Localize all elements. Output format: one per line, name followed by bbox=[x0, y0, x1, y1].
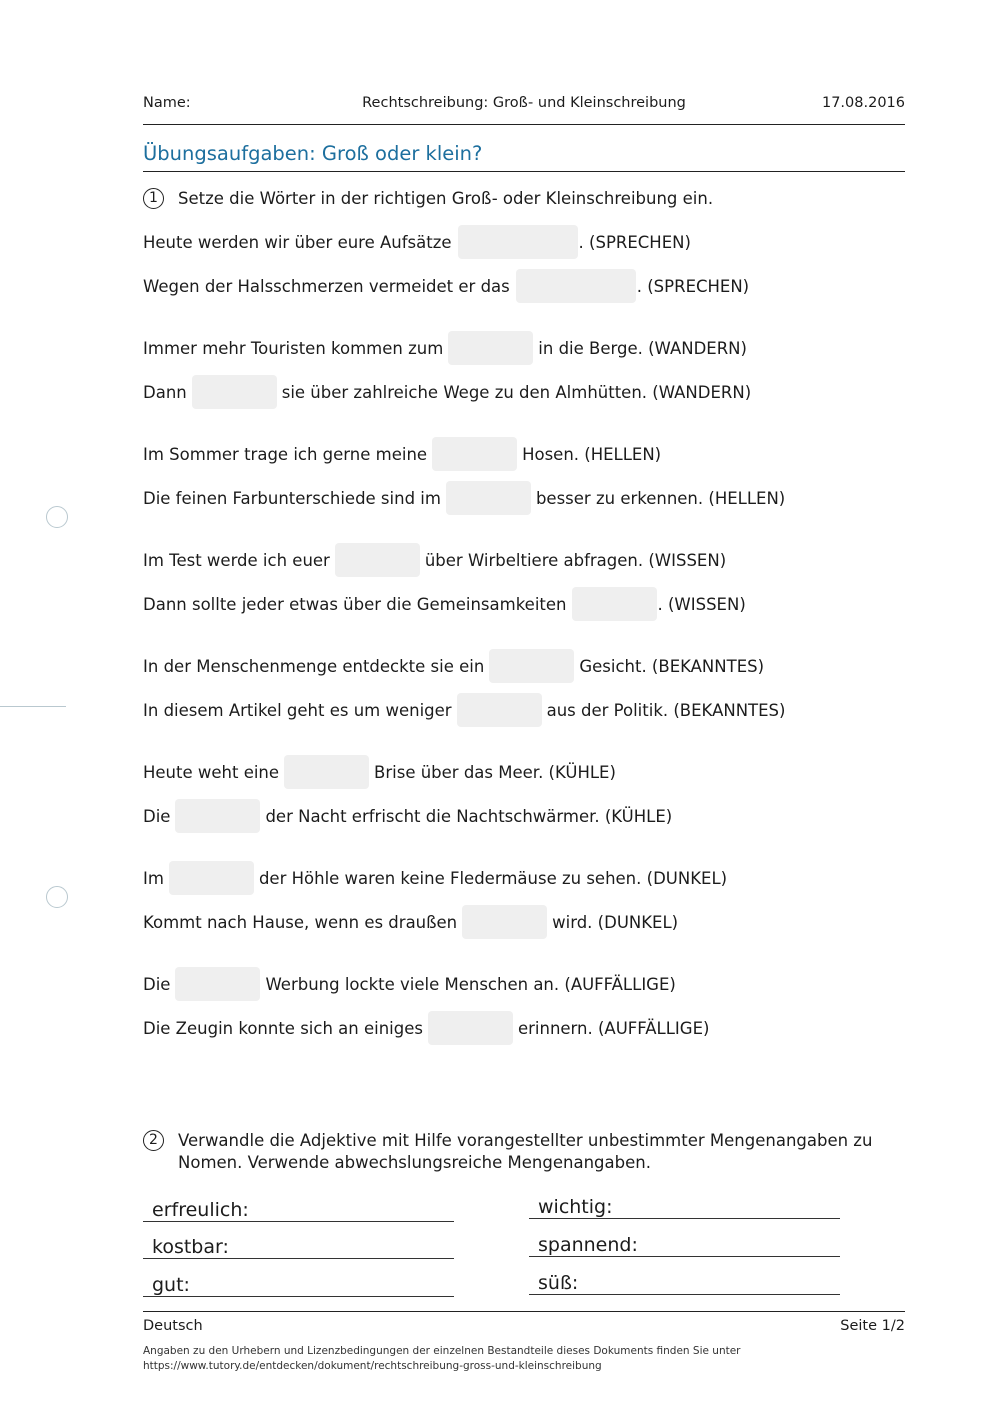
answer-label: erfreulich: bbox=[152, 1199, 249, 1221]
answer-blank[interactable] bbox=[284, 755, 369, 789]
header-date: 17.08.2016 bbox=[821, 95, 905, 111]
answer-blank[interactable] bbox=[457, 693, 542, 727]
exercise-sentence bbox=[143, 799, 672, 833]
sentence-before: Die Zeugin konnte sich an einiges bbox=[143, 1018, 423, 1038]
answer-blank[interactable] bbox=[169, 861, 254, 895]
sentence-before: In diesem Artikel geht es um weniger bbox=[143, 700, 452, 720]
answer-line[interactable] bbox=[529, 1194, 840, 1219]
page-title: Übungsaufgaben: Groß oder klein? bbox=[143, 142, 483, 165]
exercise-sentence bbox=[143, 587, 746, 621]
header-rule bbox=[143, 124, 905, 125]
exercise-sentence bbox=[143, 331, 747, 365]
answer-blank[interactable] bbox=[458, 225, 578, 259]
answer-line[interactable] bbox=[143, 1272, 454, 1297]
exercise-sentence bbox=[143, 481, 785, 515]
credit-text: Angaben zu den Urhebern und Lizenzbedingungen der einzelnen Bestandteile dieses Dokuments finden Sie unter bbox=[143, 1345, 741, 1357]
sentence-before: Die feinen Farbunterschiede sind im bbox=[143, 488, 441, 508]
title-rule bbox=[143, 171, 905, 172]
task-1-instruction: Setze die Wörter in der richtigen Groß- oder Kleinschreibung ein. bbox=[178, 189, 714, 208]
sentence-after: . (SPRECHEN) bbox=[636, 276, 750, 296]
sentence-after: Gesicht. (BEKANNTES) bbox=[579, 656, 765, 676]
answer-line[interactable] bbox=[143, 1197, 454, 1222]
answer-label: süß: bbox=[538, 1272, 579, 1294]
sentence-after: der Nacht erfrischt die Nachtschwärmer. (KÜHLE) bbox=[265, 806, 673, 826]
answer-blank[interactable] bbox=[192, 375, 277, 409]
sentence-before: Im bbox=[143, 868, 164, 888]
exercise-sentence bbox=[143, 225, 691, 259]
sentence-after: erinnern. (AUFFÄLLIGE) bbox=[517, 1018, 710, 1038]
page-header bbox=[143, 95, 905, 115]
exercise-sentence bbox=[143, 861, 727, 895]
sentence-after: Werbung lockte viele Menschen an. (AUFFÄLLIGE) bbox=[265, 974, 676, 994]
exercise-sentence bbox=[143, 905, 678, 939]
answer-label: gut: bbox=[152, 1274, 190, 1296]
task-number-2: 2 bbox=[143, 1130, 164, 1151]
task-number-1: 1 bbox=[143, 188, 164, 209]
sentence-before: Heute weht eine bbox=[143, 762, 280, 782]
answer-blank[interactable] bbox=[489, 649, 574, 683]
sentence-before: In der Menschenmenge entdeckte sie ein bbox=[143, 656, 485, 676]
exercise-sentence bbox=[143, 437, 661, 471]
sentence-after: über Wirbeltiere abfragen. (WISSEN) bbox=[424, 550, 727, 570]
answer-label: kostbar: bbox=[152, 1236, 229, 1258]
fold-mark bbox=[0, 706, 66, 707]
header-name-label: Name: bbox=[143, 95, 191, 111]
sentence-before: Dann sollte jeder etwas über die Gemeinsamkeiten bbox=[143, 594, 567, 614]
sentence-after: . (WISSEN) bbox=[657, 594, 746, 614]
sentence-after: der Höhle waren keine Fledermäuse zu sehen. (DUNKEL) bbox=[258, 868, 728, 888]
answer-line[interactable] bbox=[529, 1270, 840, 1295]
task-2-instruction: Verwandle die Adjektive mit Hilfe vorangestellter unbestimmter Mengenangaben zu Nomen. Verwende abwechslungsreiche Mengenangaben. bbox=[178, 1131, 873, 1172]
sentence-before: Immer mehr Touristen kommen zum bbox=[143, 338, 444, 358]
exercise-sentence bbox=[143, 693, 785, 727]
sentence-after: in die Berge. (WANDERN) bbox=[538, 338, 747, 358]
answer-label: wichtig: bbox=[538, 1196, 613, 1218]
sentence-before: Dann bbox=[143, 382, 187, 402]
answer-blank[interactable] bbox=[175, 967, 260, 1001]
punch-hole-top bbox=[46, 506, 68, 528]
answer-blank[interactable] bbox=[446, 481, 531, 515]
exercise-sentence bbox=[143, 375, 751, 409]
credit-url[interactable]: https://www.tutory.de/entdecken/dokument/rechtschreibung-gross-und-kleinschreibung bbox=[143, 1360, 602, 1372]
punch-hole-bottom bbox=[46, 886, 68, 908]
sentence-after: aus der Politik. (BEKANNTES) bbox=[546, 700, 786, 720]
sentence-after: Hosen. (HELLEN) bbox=[522, 444, 662, 464]
answer-line[interactable] bbox=[529, 1232, 840, 1257]
answer-blank[interactable] bbox=[432, 437, 517, 471]
answer-blank[interactable] bbox=[462, 905, 547, 939]
footer-subject: Deutsch bbox=[143, 1318, 203, 1334]
sentence-after: besser zu erkennen. (HELLEN) bbox=[535, 488, 786, 508]
exercise-sentence bbox=[143, 755, 616, 789]
answer-blank[interactable] bbox=[448, 331, 533, 365]
answer-label: spannend: bbox=[538, 1234, 638, 1256]
exercise-sentence bbox=[143, 543, 726, 577]
sentence-after: Brise über das Meer. (KÜHLE) bbox=[374, 762, 616, 782]
sentence-after: wird. (DUNKEL) bbox=[552, 912, 679, 932]
exercise-sentence bbox=[143, 649, 764, 683]
exercise-sentence bbox=[143, 1011, 709, 1045]
sentence-before: Wegen der Halsschmerzen vermeidet er das bbox=[143, 276, 510, 296]
answer-blank[interactable] bbox=[335, 543, 420, 577]
answer-blank[interactable] bbox=[516, 269, 636, 303]
footer-page-number: Seite 1/2 bbox=[840, 1318, 905, 1334]
footer-credit bbox=[143, 1344, 741, 1374]
answer-blank[interactable] bbox=[572, 587, 657, 621]
sentence-before: Heute werden wir über eure Aufsätze bbox=[143, 232, 452, 252]
exercise-sentence bbox=[143, 967, 676, 1001]
exercise-sentence bbox=[143, 269, 749, 303]
answer-line[interactable] bbox=[143, 1234, 454, 1259]
header-subject: Rechtschreibung: Groß- und Kleinschreibung bbox=[362, 95, 686, 111]
sentence-before: Im Sommer trage ich gerne meine bbox=[143, 444, 428, 464]
answer-blank[interactable] bbox=[428, 1011, 513, 1045]
sentence-before: Die bbox=[143, 974, 171, 994]
sentence-before: Die bbox=[143, 806, 171, 826]
footer-rule bbox=[143, 1311, 905, 1312]
sentence-after: sie über zahlreiche Wege zu den Almhütten. (WANDERN) bbox=[281, 382, 752, 402]
sentence-before: Kommt nach Hause, wenn es draußen bbox=[143, 912, 458, 932]
sentence-before: Im Test werde ich euer bbox=[143, 550, 330, 570]
sentence-after: . (SPRECHEN) bbox=[578, 232, 691, 252]
answer-blank[interactable] bbox=[175, 799, 260, 833]
